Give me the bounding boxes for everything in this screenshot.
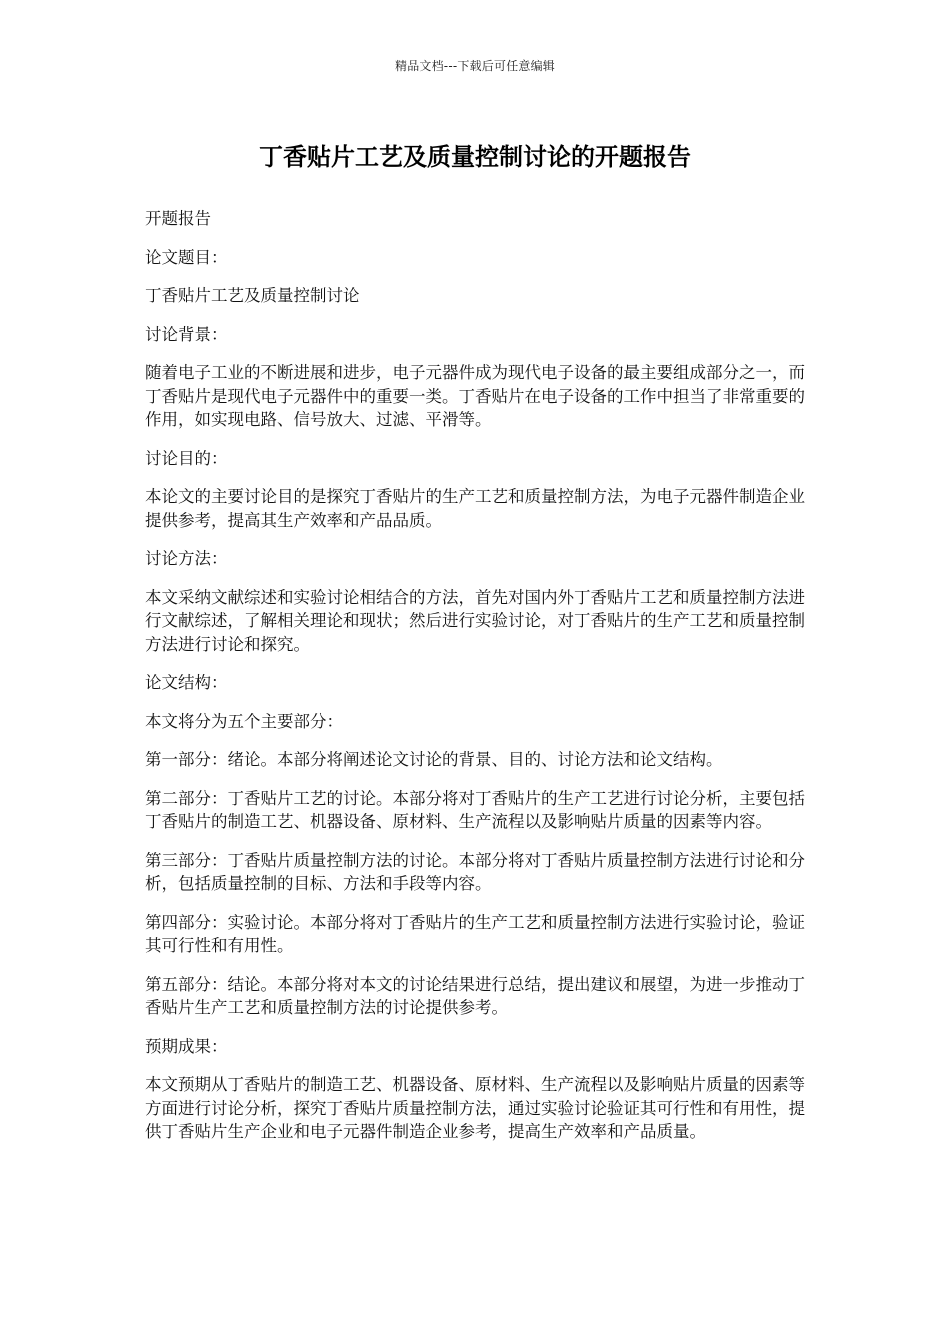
paragraph-part-one: 第一部分：绪论。本部分将阐述论文讨论的背景、目的、讨论方法和论文结构。 — [145, 750, 723, 769]
paragraph-topic-heading: 论文题目： — [145, 247, 228, 267]
document-title: 丁香贴片工艺及质量控制讨论的开题报告 — [259, 143, 691, 171]
document-body — [145, 207, 805, 1159]
paragraph-structure-intro: 本文将分为五个主要部分： — [145, 711, 343, 731]
paragraph-method-text: 本文采纳文献综述和实验讨论相结合的方法，首先对国内外丁香贴片工艺和质量控制方法进行文献综述，了解相关理论和现状；然后进行实验讨论，对丁香贴片的生产工艺和质量控制方法进行讨论和探究。 — [145, 587, 805, 654]
paragraph-method-heading: 讨论方法： — [145, 549, 228, 568]
paragraph-structure-heading: 论文结构： — [145, 673, 228, 692]
paragraph-part-three: 第三部分：丁香贴片质量控制方法的讨论。本部分将对丁香贴片质量控制方法进行讨论和分析，包括质量控制的目标、方法和手段等内容。 — [145, 850, 805, 893]
paragraph-outcome-heading: 预期成果： — [145, 1036, 228, 1056]
paragraph-part-two: 第二部分：丁香贴片工艺的讨论。本部分将对丁香贴片的生产工艺进行讨论分析，主要包括丁香贴片的制造工艺、机器设备、原材料、生产流程以及影响贴片质量的因素等内容。 — [145, 788, 805, 831]
paragraph-part-five: 第五部分：结论。本部分将对本文的讨论结果进行总结，提出建议和展望，为进一步推动丁香贴片生产工艺和质量控制方法的讨论提供参考。 — [145, 974, 805, 1017]
paragraph-report-label: 开题报告 — [145, 209, 211, 228]
paragraph-purpose-text: 本论文的主要讨论目的是探究丁香贴片的生产工艺和质量控制方法，为电子元器件制造企业提供参考，提高其生产效率和产品品质。 — [145, 487, 805, 530]
page-header: 精品文档---下载后可任意编辑 — [395, 59, 555, 73]
paragraph-topic-text: 丁香贴片工艺及质量控制讨论 — [145, 286, 360, 305]
paragraph-part-four: 第四部分：实验讨论。本部分将对丁香贴片的生产工艺和质量控制方法进行实验讨论，验证其可行性和有用性。 — [145, 912, 805, 955]
paragraph-outcome-text: 本文预期从丁香贴片的制造工艺、机器设备、原材料、生产流程以及影响贴片质量的因素等方面进行讨论分析，探究丁香贴片质量控制方法，通过实验讨论验证其可行性和有用性，提供丁香贴片生产企业和电子元器件制造企业参考，提高生产效率和产品质量。 — [145, 1075, 805, 1141]
paragraph-background-heading: 讨论背景： — [145, 324, 228, 344]
paragraph-purpose-heading: 讨论目的： — [145, 448, 228, 468]
paragraph-background-text: 随着电子工业的不断进展和进步，电子元器件成为现代电子设备的最主要组成部分之一，而丁香贴片是现代电子元器件中的重要一类。丁香贴片在电子设备的工作中担当了非常重要的作用，如实现电路、信号放大、过滤、平滑等。 — [145, 363, 805, 429]
